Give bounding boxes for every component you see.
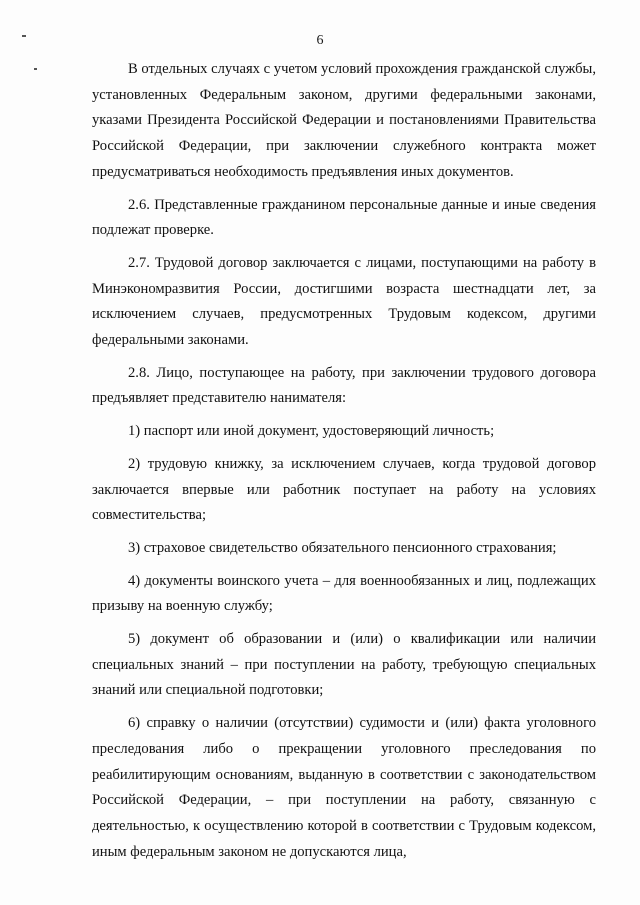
document-body bbox=[92, 57, 596, 872]
list-item-insurance-certificate: 3) страховое свидетельство обязательного пенсионного страхования; bbox=[128, 539, 557, 556]
paragraph-other-documents: В отдельных случаях с учетом условий прохождения гражданской службы, установленных Федеральным законом, другими федеральными законами, указами Президента Российской Федерации и постановлениями Правительства Российской Федерации, при заключении служебного контракта может предусматриваться необходимость предъявления иных документов. bbox=[92, 61, 596, 180]
paragraph-2-6: 2.6. Представленные гражданином персональные данные и иные сведения подлежат проверке. bbox=[92, 196, 596, 239]
page-number: 6 bbox=[316, 33, 324, 48]
list-item-work-book: 2) трудовую книжку, за исключением случаев, когда трудовой договор заключается впервые или работник поступает на работу на условиях совместительства; bbox=[92, 455, 596, 524]
paragraph-2-7: 2.7. Трудовой договор заключается с лицами, поступающими на работу в Минэкономразвития России, достигшими возраста шестнадцати лет, за исключением случаев, предусмотренных Трудовым кодексом, другими федеральными законами. bbox=[92, 254, 596, 349]
list-item-education-document: 5) документ об образовании и (или) о квалификации или наличии специальных знаний – при поступлении на работу, требующую специальных знаний или специальной подготовки; bbox=[92, 631, 596, 699]
scan-mark bbox=[34, 68, 37, 70]
list-item-passport: 1) паспорт или иной документ, удостоверяющий личность; bbox=[128, 423, 495, 440]
list-item-criminal-record-certificate: 6) справку о наличии (отсутствии) судимости и (или) факта уголовного преследования либо о прекращении уголовного преследования по реабилитирующим основаниям, выданную в соответствии с законодательством Российской Федерации, – при поступлении на работу, связанную с деятельностью, к осуществлению которой в соответствии с Трудовым кодексом, иным федеральным законом не допускаются лица, bbox=[92, 715, 596, 860]
list-item-military-documents: 4) документы воинского учета – для военнообязанных и лиц, подлежащих призыву на военную службу; bbox=[92, 572, 596, 615]
paragraph-2-8: 2.8. Лицо, поступающее на работу, при заключении трудового договора предъявляет представителю нанимателя: bbox=[92, 364, 596, 407]
